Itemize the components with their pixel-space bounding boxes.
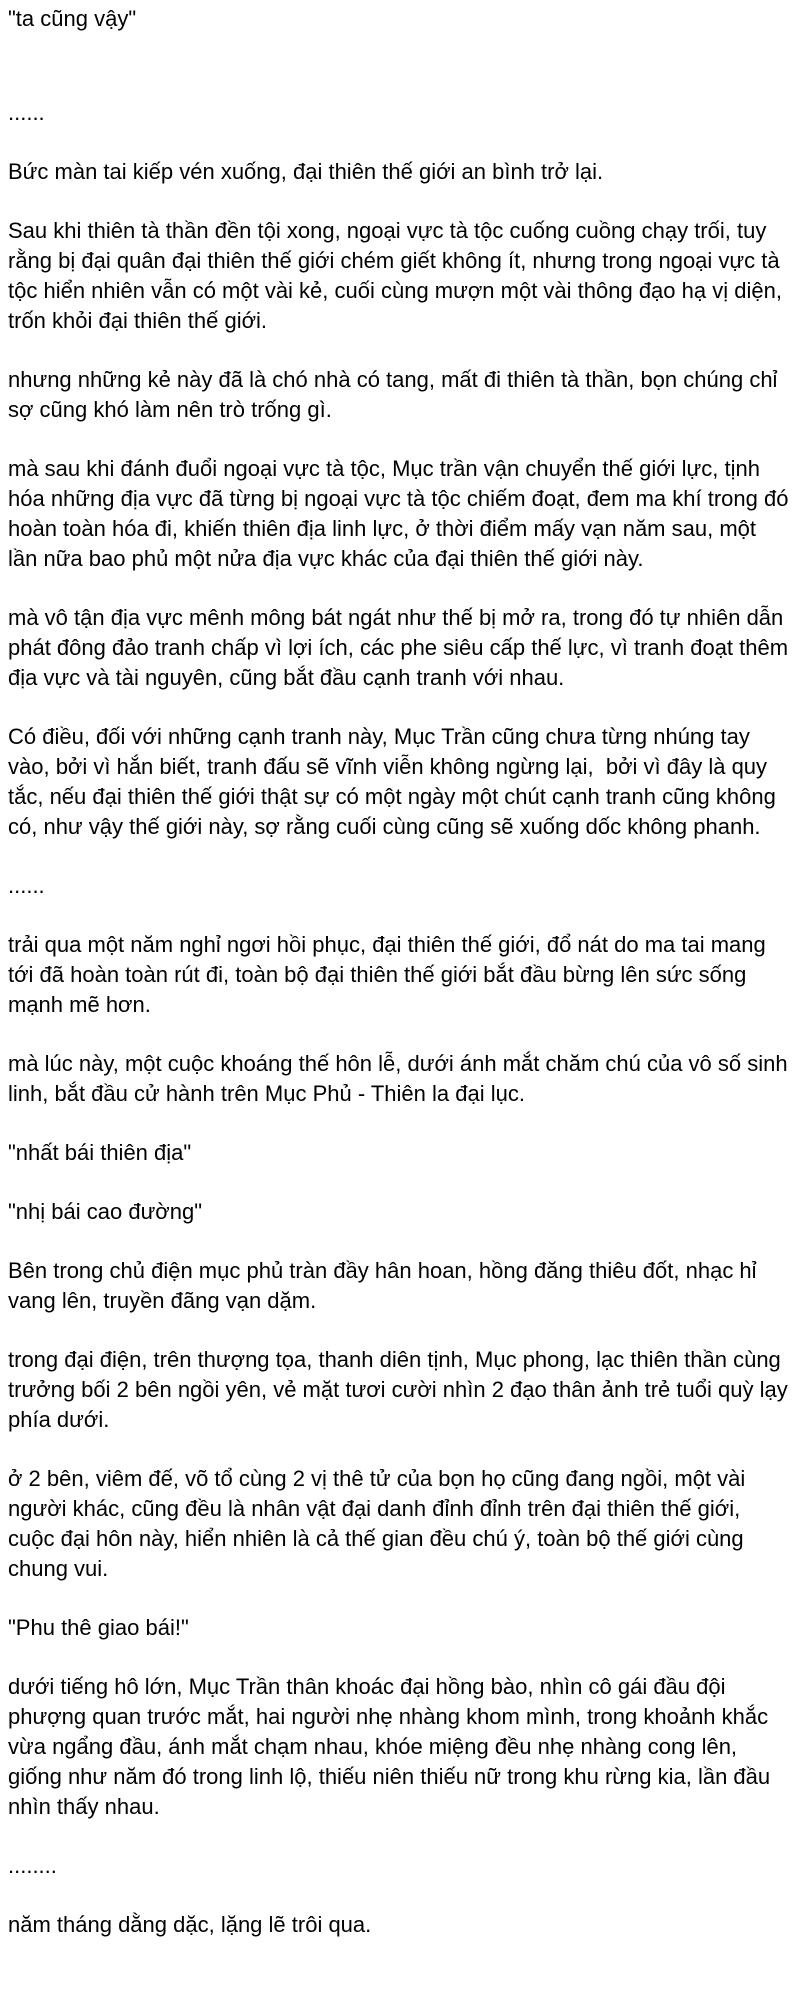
ellipsis-divider: ...... xyxy=(8,873,45,898)
paragraph: Sau khi thiên tà thần đền tội xong, ngoại vực tà tộc cuống cuồng chạy trối, tuy rằng bị đại quân đại thiên thế giới chém giết không ít, nhưng trong ngoại vực tà tộc hiển nhiên vẫn có một vài kẻ, cuối cùng mượn một vài thông đạo hạ vị diện, trốn khỏi đại thiên thế giới. xyxy=(8,218,789,333)
paragraph-dialogue: "ta cũng vậy" xyxy=(8,6,137,31)
paragraph: nhưng những kẻ này đã là chó nhà có tang, mất đi thiên tà thần, bọn chúng chỉ sợ cũng khó làm nên trò trống gì. xyxy=(8,367,784,422)
paragraph: Có điều, đối với những cạnh tranh này, Mục Trần cũng chưa từng nhúng tay vào, bởi vì hắn biết, tranh đấu sẽ vĩnh viễn không ngừng lại, bởi vì đây là quy tắc, nếu đại thiên thế giới thật sự có một ngày một chút cạnh tranh cũng không có, như vậy thế giới này, sợ rằng cuối cùng cũng sẽ xuống dốc không phanh. xyxy=(8,724,782,839)
ellipsis-divider: ........ xyxy=(8,1853,57,1878)
ellipsis-divider: ...... xyxy=(8,100,45,125)
paragraph-dialogue: "nhất bái thiên địa" xyxy=(8,1140,192,1165)
paragraph-dialogue: "nhị bái cao đường" xyxy=(8,1199,203,1224)
paragraph: mà vô tận địa vực mênh mông bát ngát như thế bị mở ra, trong đó tự nhiên dẫn phát đông đảo tranh chấp vì lợi ích, các phe siêu cấp thế lực, vì tranh đoạt thêm địa vực và tài nguyên, cũng bắt đầu cạnh tranh với nhau. xyxy=(8,605,795,690)
paragraph: Bức màn tai kiếp vén xuống, đại thiên thế giới an bình trở lại. xyxy=(8,159,604,184)
paragraph-dialogue: "Phu thê giao bái!" xyxy=(8,1615,189,1640)
paragraph: trải qua một năm nghỉ ngơi hồi phục, đại thiên thế giới, đổ nát do ma tai mang tới đã hoàn toàn rút đi, toàn bộ đại thiên thế giới bắt đầu bừng lên sức sống mạnh mẽ hơn. xyxy=(8,932,772,1017)
paragraph: năm tháng dằng dặc, lặng lẽ trôi qua. xyxy=(8,1912,372,1937)
paragraph: trong đại điện, trên thượng tọa, thanh diên tịnh, Mục phong, lạc thiên thần cùng trưởng bối 2 bên ngồi yên, vẻ mặt tươi cười nhìn 2 đạo thân ảnh trẻ tuổi quỳ lạy phía dưới. xyxy=(8,1347,794,1432)
paragraph: dưới tiếng hô lớn, Mục Trần thân khoác đại hồng bào, nhìn cô gái đầu đội phượng quan trước mắt, hai người nhẹ nhàng khom mình, trong khoảnh khắc vừa ngẩng đầu, ánh mắt chạm nhau, khóe miệng đều nhẹ nhàng cong lên, giống như năm đó trong linh lộ, thiếu niên thiếu nữ trong khu rừng kia, lần đầu nhìn thấy nhau. xyxy=(8,1674,777,1819)
paragraph: mà lúc này, một cuộc khoáng thế hôn lễ, dưới ánh mắt chăm chú của vô số sinh linh, bắt đầu cử hành trên Mục Phủ - Thiên la đại lục. xyxy=(8,1051,794,1106)
paragraph: ở 2 bên, viêm đế, võ tổ cùng 2 vị thê tử của bọn họ cũng đang ngồi, một vài người khác, cũng đều là nhân vật đại danh đỉnh đỉnh trên đại thiên thế giới, cuộc đại hôn này, hiển nhiên là cả thế gian đều chú ý, toàn bộ thế giới cùng chung vui. xyxy=(8,1466,752,1581)
paragraph: Bên trong chủ điện mục phủ tràn đầy hân hoan, hồng đăng thiêu đốt, nhạc hỉ vang lên, truyền đãng vạn dặm. xyxy=(8,1258,763,1313)
paragraph: mà sau khi đánh đuổi ngoại vực tà tộc, Mục trần vận chuyển thế giới lực, tịnh hóa những địa vực đã từng bị ngoại vực tà tộc chiếm đoạt, đem ma khí trong đó hoàn toàn hóa đi, khiến thiên địa linh lực, ở thời điểm mấy vạn năm sau, một lần nữa bao phủ một nửa địa vực khác của đại thiên thế giới này. xyxy=(8,456,795,571)
